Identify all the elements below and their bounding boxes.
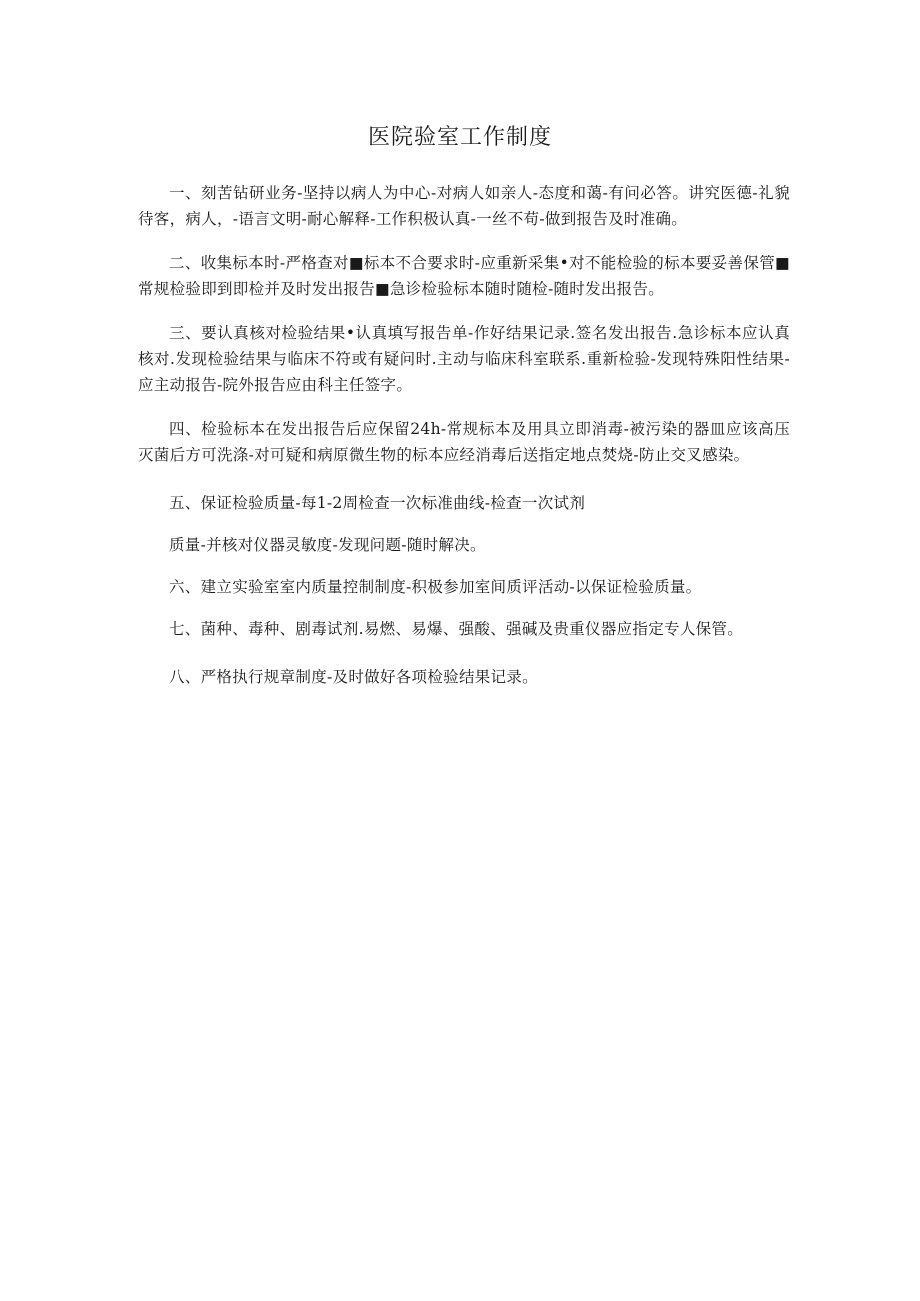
- document-title: 医院验室工作制度: [367, 125, 552, 150]
- paragraph-7: 七、菌种、毒种、剧毒试剂.易燃、易爆、强酸、强碱及贵重仪器应指定专人保管。: [169, 620, 744, 638]
- paragraph-5a: 五、保证检验质量-每1-2周检查一次标准曲线-检查一次试剂: [169, 494, 586, 512]
- paragraph-8: 八、严格执行规章制度-及时做好各项检验结果记录。: [169, 668, 538, 686]
- paragraph-4: 四、检验标本在发出报告后应保留24h-常规标本及用具立即消毒-被污染的器皿应该高压灭菌后方可洗涤-对可疑和病原微生物的标本应经消毒后送指定地点焚烧-防止交叉感染。: [138, 420, 790, 464]
- paragraph-6: 六、建立实验室室内质量控制制度-积极参加室间质评活动-以保证检验质量。: [169, 578, 702, 596]
- document-body: [138, 180, 790, 690]
- paragraph-1: 一、刻苦钻研业务-坚持以病人为中心-对病人如亲人-态度和蔼-有问必答。讲究医德-礼貌待客，病人，-语言文明-耐心解释-工作积极认真-一丝不苟-做到报告及时准确。: [138, 184, 790, 228]
- paragraph-2: 二、收集标本时-严格查对■标本不合要求时-应重新采集•对不能检验的标本要妥善保管■常规检验即到即检并及时发出报告■急诊检验标本随时随检-随时发出报告。: [138, 254, 790, 298]
- paragraph-3: 三、要认真核对检验结果•认真填写报告单-作好结果记录.签名发出报告.急诊标本应认真核对.发现检验结果与临床不符或有疑问时.主动与临床科室联系.重新检验-发现特殊阳性结果-应主动报告-院外报告应由科主任签字。: [138, 324, 790, 394]
- paragraph-5b: 质量-并核对仪器灵敏度-发现问题-随时解决。: [169, 536, 486, 554]
